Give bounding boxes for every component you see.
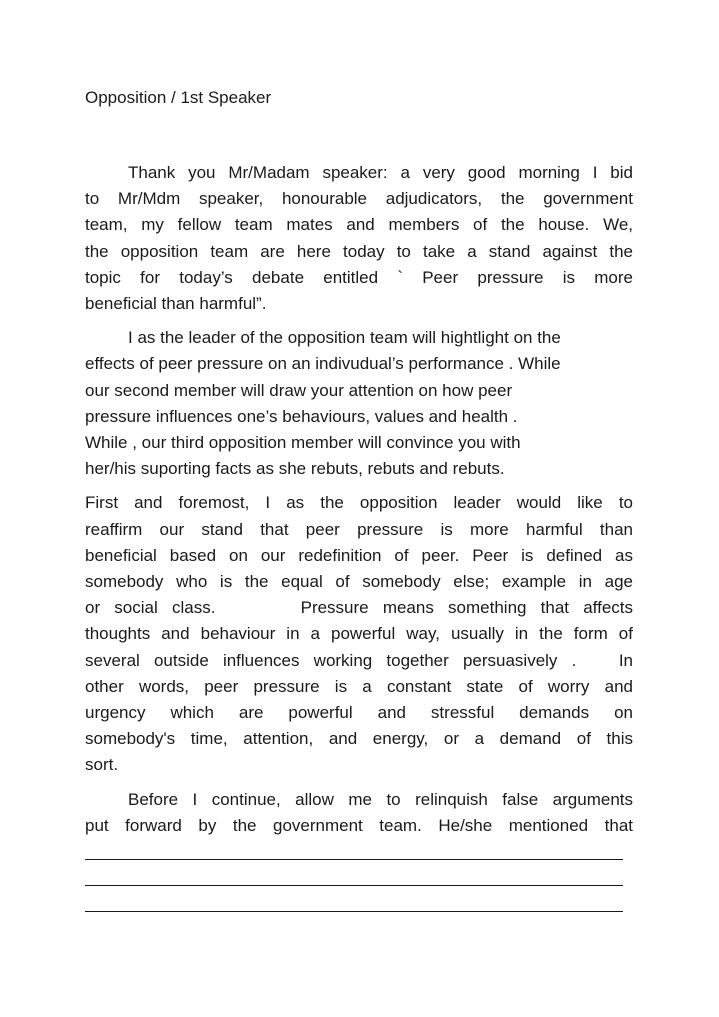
blank-line xyxy=(85,911,623,912)
text-line: several outside influences working together persuasively . In xyxy=(85,650,633,670)
text-line: somebody's time, attention, and energy, or a demand of this xyxy=(85,729,633,749)
text-line: sort. xyxy=(85,755,119,775)
text-line: First and foremost, I as the opposition leader would like to xyxy=(85,493,633,513)
text-line: effects of peer pressure on an indivudual’s performance . While xyxy=(85,354,561,374)
text-line: reaffirm our stand that peer pressure is more harmful than xyxy=(85,519,633,539)
text-line: other words, peer pressure is a constant state of worry and xyxy=(85,676,633,696)
text-line: While , our third opposition member will convince you with xyxy=(85,433,521,453)
text-line: urgency which are powerful and stressful demands on xyxy=(85,703,633,723)
text-line: Before I continue, allow me to relinquish false arguments xyxy=(128,789,633,809)
text-line: our second member will draw your attention on how peer xyxy=(85,380,513,400)
fill-in-blank-lines xyxy=(85,856,623,912)
paragraph-definition xyxy=(85,490,633,778)
blank-line xyxy=(85,859,623,860)
blank-line xyxy=(85,885,623,886)
text-line: beneficial than harmful”. xyxy=(85,294,267,314)
text-line: topic for today’s debate entitled ` Peer pressure is more xyxy=(85,267,633,287)
text-line: the opposition team are here today to take a stand against the xyxy=(85,241,633,261)
text-line: to Mr/Mdm speaker, honourable adjudicators, the government xyxy=(85,189,633,209)
text-line: somebody who is the equal of somebody else; example in age xyxy=(85,572,633,592)
document-heading: Opposition / 1st Speaker xyxy=(85,88,272,107)
text-line: pressure influences one’s behaviours, values and health . xyxy=(85,406,518,426)
text-line: beneficial based on our redefinition of peer. Peer is defined as xyxy=(85,545,633,565)
document-body xyxy=(85,160,633,839)
text-line: team, my fellow team mates and members of the house. We, xyxy=(85,215,633,235)
text-line: put forward by the government team. He/she mentioned that xyxy=(85,815,633,835)
text-line: or social class. Pressure means something that affects xyxy=(85,598,633,618)
text-line: Thank you Mr/Madam speaker: a very good morning I bid xyxy=(128,163,633,182)
paragraph-roles xyxy=(85,325,633,482)
paragraph-opening xyxy=(85,160,633,317)
text-line: I as the leader of the opposition team will hightlight on the xyxy=(128,328,561,348)
text-line: thoughts and behaviour in a powerful way, usually in the form of xyxy=(85,624,633,644)
text-line: her/his suporting facts as she rebuts, rebuts and rebuts. xyxy=(85,459,505,479)
paragraph-rebuttal xyxy=(85,787,633,839)
